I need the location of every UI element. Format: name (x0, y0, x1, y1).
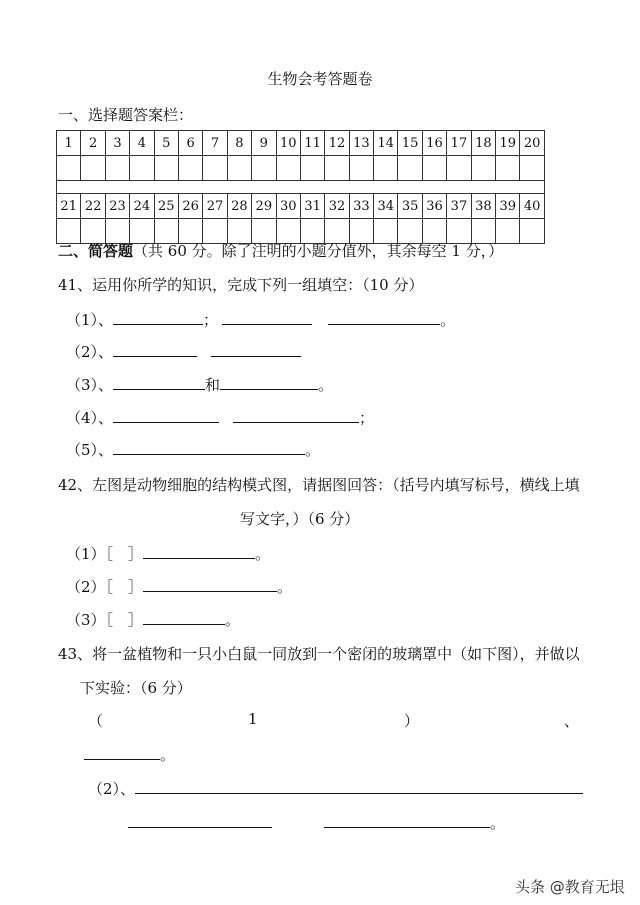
answer-cell[interactable] (349, 156, 373, 181)
q41-item-2: （2）、 (66, 341, 301, 362)
answer-blank[interactable] (324, 813, 490, 828)
answer-blank[interactable] (233, 408, 359, 423)
question-number-cell: 19 (496, 131, 520, 156)
q42-item-2: （2）［ ］ 。 (66, 578, 293, 596)
answer-cell[interactable] (81, 156, 105, 181)
question-number-cell: 17 (447, 131, 471, 156)
answer-cell[interactable] (57, 156, 81, 181)
question-number-cell: 16 (422, 131, 446, 156)
question-number-cell: 33 (349, 194, 373, 219)
section2-label: 二、简答题 (58, 242, 134, 260)
answer-blank[interactable] (84, 745, 160, 760)
q41-item-5: （5）、 。 (66, 441, 321, 459)
question-number-cell: 15 (398, 131, 422, 156)
q41-stem: 41、运用你所学的知识，完成下列一组填空：（10 分） (58, 276, 424, 294)
question-number-cell: 22 (81, 194, 105, 219)
q42-item-1: （1）［ ］ 。 (66, 545, 271, 563)
answer-blank[interactable] (113, 440, 305, 455)
answer-cell[interactable] (398, 156, 422, 181)
answer-blank[interactable] (113, 408, 219, 423)
answer-blank[interactable] (113, 375, 205, 390)
table-spacer (57, 181, 545, 194)
question-number-cell: 4 (130, 131, 154, 156)
question-number-cell: 39 (496, 194, 520, 219)
answer-cell[interactable] (203, 156, 227, 181)
answer-blank[interactable] (220, 375, 318, 390)
answer-cell[interactable] (300, 156, 324, 181)
answer-blank[interactable] (328, 310, 440, 325)
q42-item-3: （3）［ ］ 。 (66, 611, 241, 629)
watermark: 头条 @教育无垠 (515, 878, 625, 896)
answer-cell[interactable] (520, 219, 544, 244)
question-number-cell: 24 (130, 194, 154, 219)
answer-cell[interactable] (496, 156, 520, 181)
question-number-cell: 3 (105, 131, 129, 156)
q43-part1-open: （ (88, 712, 104, 730)
question-number-cell: 6 (178, 131, 202, 156)
answer-cell[interactable] (471, 156, 495, 181)
question-number-cell: 25 (154, 194, 178, 219)
question-number-cell: 27 (203, 194, 227, 219)
question-number-cell: 26 (178, 194, 202, 219)
answer-cell[interactable] (178, 156, 202, 181)
answer-cell[interactable] (154, 156, 178, 181)
question-number-cell: 9 (252, 131, 276, 156)
question-number-cell: 28 (227, 194, 251, 219)
question-number-cell: 34 (374, 194, 398, 219)
q41-item-3: （3）、 和 。 (66, 376, 334, 394)
answer-cell[interactable] (276, 156, 300, 181)
q43-stem-line1: 43、将一盆植物和一只小白鼠一同放到一个密闭的玻璃罩中（如下图），并做以 (58, 645, 580, 663)
question-number-cell: 7 (203, 131, 227, 156)
q41-item-1: （1）、 ； 。 (66, 311, 456, 329)
q43-part2: （2）、 (88, 778, 583, 799)
answer-blank[interactable] (113, 310, 203, 325)
question-number-cell: 32 (325, 194, 349, 219)
question-number-cell: 18 (471, 131, 495, 156)
q41-item-4: （4）、 ； (66, 409, 375, 427)
question-number-cell: 2 (81, 131, 105, 156)
question-number-cell: 36 (422, 194, 446, 219)
answer-blank[interactable] (143, 577, 277, 592)
answer-cell[interactable] (325, 156, 349, 181)
question-number-cell: 38 (471, 194, 495, 219)
section2-note: （共 60 分。除了注明的小题分值外，其余每空 1 分，） (133, 242, 504, 260)
page-title: 生物会考答题卷 (267, 70, 373, 88)
answer-cell[interactable] (227, 156, 251, 181)
question-number-cell: 40 (520, 194, 544, 219)
question-number-cell: 12 (325, 131, 349, 156)
answer-blank[interactable] (143, 610, 225, 625)
question-number-cell: 37 (447, 194, 471, 219)
question-number-cell: 31 (300, 194, 324, 219)
question-number-cell: 11 (300, 131, 324, 156)
question-number-cell: 30 (276, 194, 300, 219)
answer-cell[interactable] (130, 156, 154, 181)
q42-stem-line1: 42、左图是动物细胞的结构模式图，请据图回答：（括号内填写标号，横线上填 (58, 476, 580, 494)
answer-blank[interactable] (113, 342, 197, 357)
q43-part1-answer: 。 (84, 744, 175, 765)
answer-blank[interactable] (128, 813, 272, 828)
answer-cell[interactable] (520, 156, 544, 181)
q43-part1-close: ） (404, 712, 420, 730)
question-number-cell: 8 (227, 131, 251, 156)
answer-blank[interactable] (135, 779, 583, 794)
answer-cell[interactable] (422, 156, 446, 181)
question-number-cell: 10 (276, 131, 300, 156)
question-number-cell: 21 (57, 194, 81, 219)
q43-part2-line2: 。 (128, 812, 505, 833)
question-number-cell: 35 (398, 194, 422, 219)
question-number-cell: 23 (105, 194, 129, 219)
question-number-cell: 1 (57, 131, 81, 156)
q42-stem-line2: 写文字，）（6 分） (240, 510, 360, 528)
answer-blank[interactable] (143, 544, 255, 559)
question-number-cell: 29 (252, 194, 276, 219)
answer-cell[interactable] (374, 156, 398, 181)
question-number-cell: 5 (154, 131, 178, 156)
section1-label: 一、选择题答案栏： (58, 106, 194, 124)
answer-cell[interactable] (252, 156, 276, 181)
answer-cell[interactable] (447, 156, 471, 181)
answer-table (56, 130, 545, 244)
q43-part1-mark: 、 (564, 712, 580, 730)
q43-stem-line2: 下实验：（6 分） (80, 679, 192, 697)
question-number-cell: 20 (520, 131, 544, 156)
answer-cell[interactable] (105, 156, 129, 181)
q43-part1-num: 1 (248, 710, 258, 728)
section2-heading (58, 240, 503, 261)
question-number-cell: 13 (349, 131, 373, 156)
answer-blank[interactable] (211, 342, 301, 357)
answer-blank[interactable] (222, 310, 312, 325)
question-number-cell: 14 (374, 131, 398, 156)
